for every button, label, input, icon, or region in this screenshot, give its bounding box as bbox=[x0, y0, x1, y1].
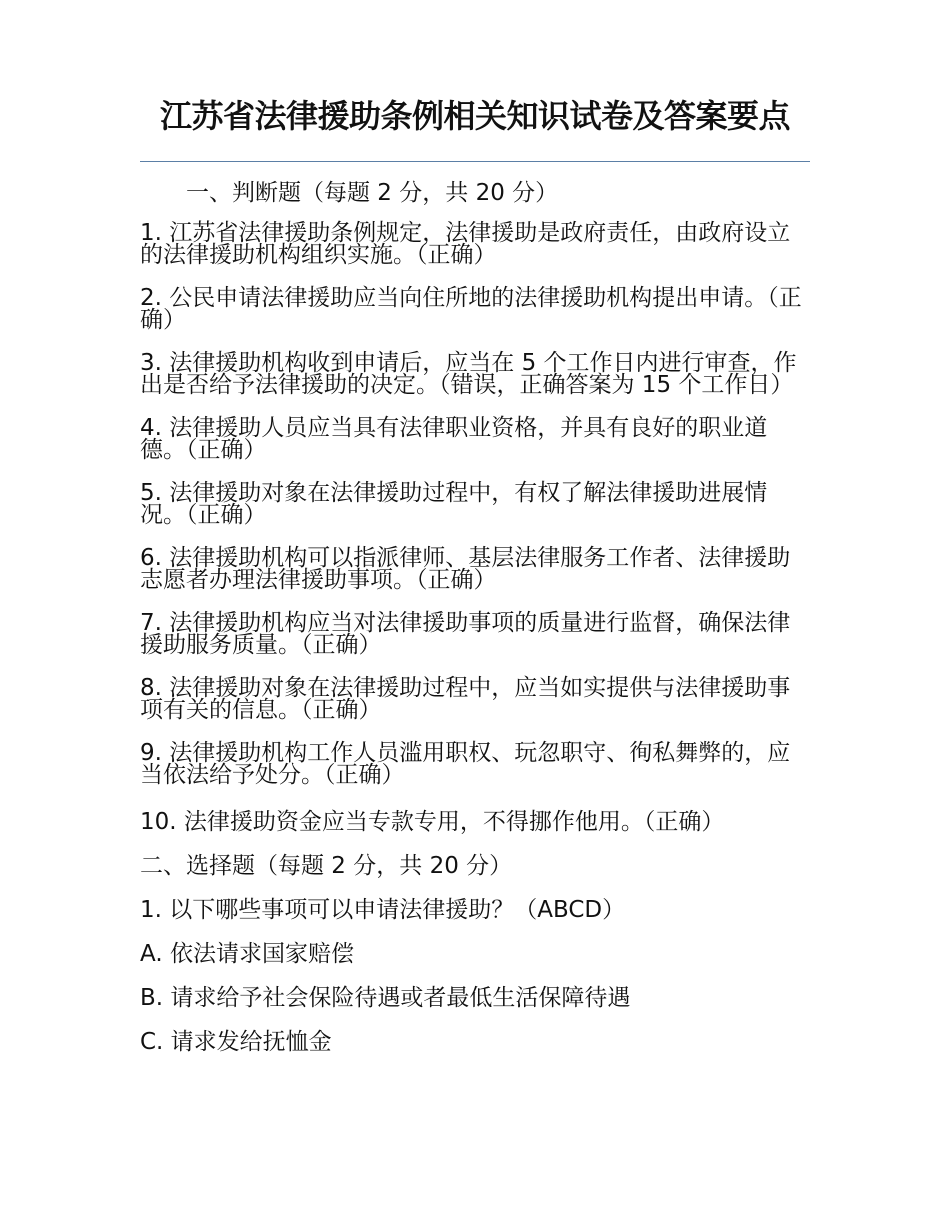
document-title: 江苏省法律援助条例相关知识试卷及答案要点 bbox=[159, 97, 790, 135]
section-heading-true-false: 一、判断题（每题 2 分，共 20 分） bbox=[186, 180, 559, 206]
question-item: 10. 法律援助资金应当专款专用，不得挪作他用。（正确） bbox=[140, 809, 725, 835]
choice-option: B. 请求给予社会保险待遇或者最低生活保障待遇 bbox=[140, 985, 631, 1011]
question-item: 1. 江苏省法律援助条例规定，法律援助是政府责任，由政府设立的法律援助机构组织实施。（正确） bbox=[140, 220, 791, 268]
choice-question: 1. 以下哪些事项可以申请法律援助？（ABCD） bbox=[140, 897, 626, 923]
choice-option: A. 依法请求国家赔偿 bbox=[140, 941, 354, 967]
question-item: 7. 法律援助机构应当对法律援助事项的质量进行监督，确保法律援助服务质量。（正确） bbox=[140, 610, 791, 658]
question-item: 3. 法律援助机构收到申请后，应当在 5 个工作日内进行审查，作出是否给予法律援助的决定。（错误，正确答案为 15 个工作日） bbox=[140, 350, 797, 398]
question-item: 5. 法律援助对象在法律援助过程中，有权了解法律援助进展情况。（正确） bbox=[140, 480, 768, 528]
question-item: 8. 法律援助对象在法律援助过程中，应当如实提供与法律援助事项有关的信息。（正确） bbox=[140, 675, 791, 723]
title-divider bbox=[140, 161, 810, 162]
question-item: 4. 法律援助人员应当具有法律职业资格，并具有良好的职业道德。（正确） bbox=[140, 415, 768, 463]
question-item: 9. 法律援助机构工作人员滥用职权、玩忽职守、徇私舞弊的，应当依法给予处分。（正确） bbox=[140, 740, 791, 788]
question-item: 6. 法律援助机构可以指派律师、基层法律服务工作者、法律援助志愿者办理法律援助事项。（正确） bbox=[140, 545, 791, 593]
choice-option: C. 请求发给抚恤金 bbox=[140, 1029, 332, 1055]
section-heading-multiple-choice: 二、选择题（每题 2 分，共 20 分） bbox=[140, 853, 513, 879]
question-item: 2. 公民申请法律援助应当向住所地的法律援助机构提出申请。（正确） bbox=[140, 285, 802, 333]
document-body bbox=[140, 178, 805, 1071]
